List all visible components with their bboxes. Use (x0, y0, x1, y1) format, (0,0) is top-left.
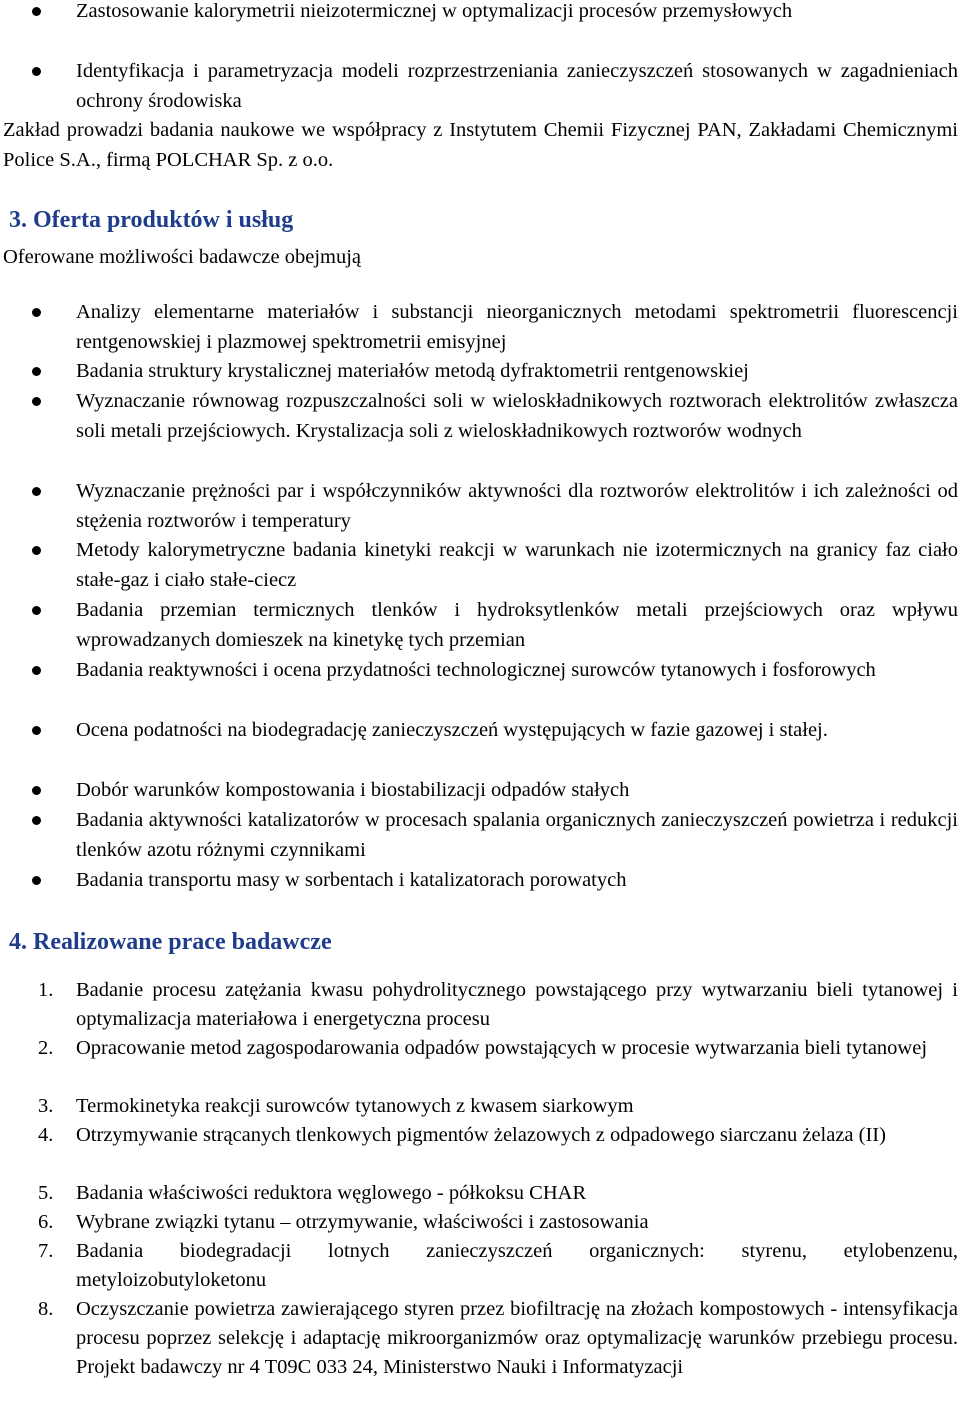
list-item (0, 387, 958, 446)
list-item-text: Badania struktury krystalicznej materiałów metodą dyfraktometrii rentgenowskiej (76, 360, 749, 382)
numbered-item (0, 1034, 958, 1063)
list-item (0, 716, 958, 746)
list-item-text: Badania aktywności katalizatorów w procesach spalania organicznych zanieczyszczeń powietrza i redukcji tlenków azotu różnymi czynnikami (76, 809, 958, 861)
list-item-text: Wyznaczanie równowag rozpuszczalności soli w wieloskładnikowych roztworach elektrolitów zwłaszcza soli metali przejściowych. Krystalizacja soli z wieloskładnikowych roztworów wodnych (76, 390, 958, 442)
bullet-icon (32, 816, 41, 825)
bullet-icon (32, 367, 41, 376)
item-number: 5. (38, 1182, 54, 1204)
list-item-text: Badania transportu masy w sorbentach i katalizatorach porowatych (76, 869, 627, 891)
section-3-intro: Oferowane możliwości badawcze obejmują (3, 246, 362, 268)
numbered-item (0, 976, 958, 1034)
bullet-icon (32, 308, 41, 317)
item-text: Termokinetyka reakcji surowców tytanowych z kwasem siarkowym (76, 1095, 634, 1117)
list-item-text: Analizy elementarne materiałów i substancji nieorganicznych metodami spektrometrii fluorescencji rentgenowskiej i plazmowej spektrometrii emisyjnej (76, 301, 958, 353)
list-item-text: Zastosowanie kalorymetrii nieizotermicznej w optymalizacji procesów przemysłowych (76, 0, 793, 22)
numbered-item (0, 1179, 958, 1208)
item-text: Badania właściwości reduktora węglowego - półkoksu CHAR (76, 1182, 587, 1204)
item-number: 6. (38, 1211, 54, 1233)
list-item-text: Dobór warunków kompostowania i biostabilizacji odpadów stałych (76, 779, 630, 801)
item-number: 3. (38, 1095, 54, 1117)
item-number: 1. (38, 979, 54, 1001)
item-text: Opracowanie metod zagospodarowania odpadów powstających w procesie wytwarzania bieli tytanowej (76, 1037, 928, 1059)
section-3-heading: 3. Oferta produktów i usług (9, 207, 294, 233)
list-item (0, 357, 958, 387)
item-text: Badania biodegradacji lotnych zanieczyszczeń organicznych: styrenu, etylobenzenu, metyloizobutyloketonu (76, 1240, 958, 1291)
numbered-item (0, 1121, 958, 1150)
item-number: 2. (38, 1037, 54, 1059)
numbered-item (0, 1208, 958, 1237)
numbered-item (0, 1092, 958, 1121)
section-4-heading: 4. Realizowane prace badawcze (9, 929, 332, 955)
bullet-icon (32, 546, 41, 555)
list-item-text: Ocena podatności na biodegradację zanieczyszczeń występujących w fazie gazowej i stałej. (76, 719, 828, 741)
item-text: Badanie procesu zatężania kwasu pohydrolitycznego powstającego przy wytwarzaniu bieli tytanowej i optymalizacja materiałowa i energetyczna procesu (76, 979, 958, 1030)
list-item (0, 776, 958, 806)
bullet-icon (32, 726, 41, 735)
list-item (0, 656, 958, 686)
list-item-text: Identyfikacja i parametryzacja modeli rozprzestrzeniania zanieczyszczeń stosowanych w zagadnieniach ochrony środowiska (76, 60, 958, 112)
list-item (0, 596, 958, 655)
bullet-icon (32, 606, 41, 615)
list-item-text: Wyznaczanie prężności par i współczynników aktywności dla roztworów elektrolitów i ich zależności od stężenia roztworów i temperatury (76, 480, 958, 532)
list-item (0, 298, 958, 357)
numbered-item (0, 1295, 958, 1382)
cooperation-paragraph: Zakład prowadzi badania naukowe we współpracy z Instytutem Chemii Fizycznej PAN, Zakładami Chemicznymi Police S.A., firmą POLCHAR Sp. z o.o. (3, 119, 958, 171)
numbered-item (0, 1237, 958, 1295)
bullet-icon (32, 397, 41, 406)
bullet-icon (32, 487, 41, 496)
list-item-text: Badania przemian termicznych tlenków i hydroksytlenków metali przejściowych oraz wpływu wprowadzanych domieszek na kinetykę tych przemian (76, 599, 958, 651)
bullet-icon (32, 786, 41, 795)
list-item (0, 866, 958, 896)
item-text: Oczyszczanie powietrza zawierającego styren przez biofiltrację na złożach kompostowych - intensyfikacja procesu poprzez selekcję i adaptację mikroorganizmów oraz optymalizację warunków przebiegu procesu. Projekt badawczy nr 4 T09C 033 24, Ministerstwo Nauki i Informatyzacji (76, 1298, 958, 1378)
list-item (0, 477, 958, 536)
bullet-icon (32, 67, 41, 76)
list-item (0, 0, 958, 27)
list-item (0, 57, 958, 116)
bullet-icon (32, 876, 41, 885)
list-item-text: Badania reaktywności i ocena przydatności technologicznej surowców tytanowych i fosforowych (76, 659, 876, 681)
bullet-icon (32, 666, 41, 675)
list-item (0, 806, 958, 865)
item-text: Otrzymywanie strącanych tlenkowych pigmentów żelazowych z odpadowego siarczanu żelaza (II) (76, 1124, 886, 1146)
item-number: 7. (38, 1240, 54, 1262)
item-text: Wybrane związki tytanu – otrzymywanie, właściwości i zastosowania (76, 1211, 649, 1233)
item-number: 4. (38, 1124, 54, 1146)
list-item-text: Metody kalorymetryczne badania kinetyki reakcji w warunkach nie izotermicznych na granicy faz ciało stałe-gaz i ciało stałe-ciecz (76, 539, 958, 591)
bullet-icon (32, 7, 41, 16)
item-number: 8. (38, 1298, 54, 1320)
list-item (0, 536, 958, 595)
